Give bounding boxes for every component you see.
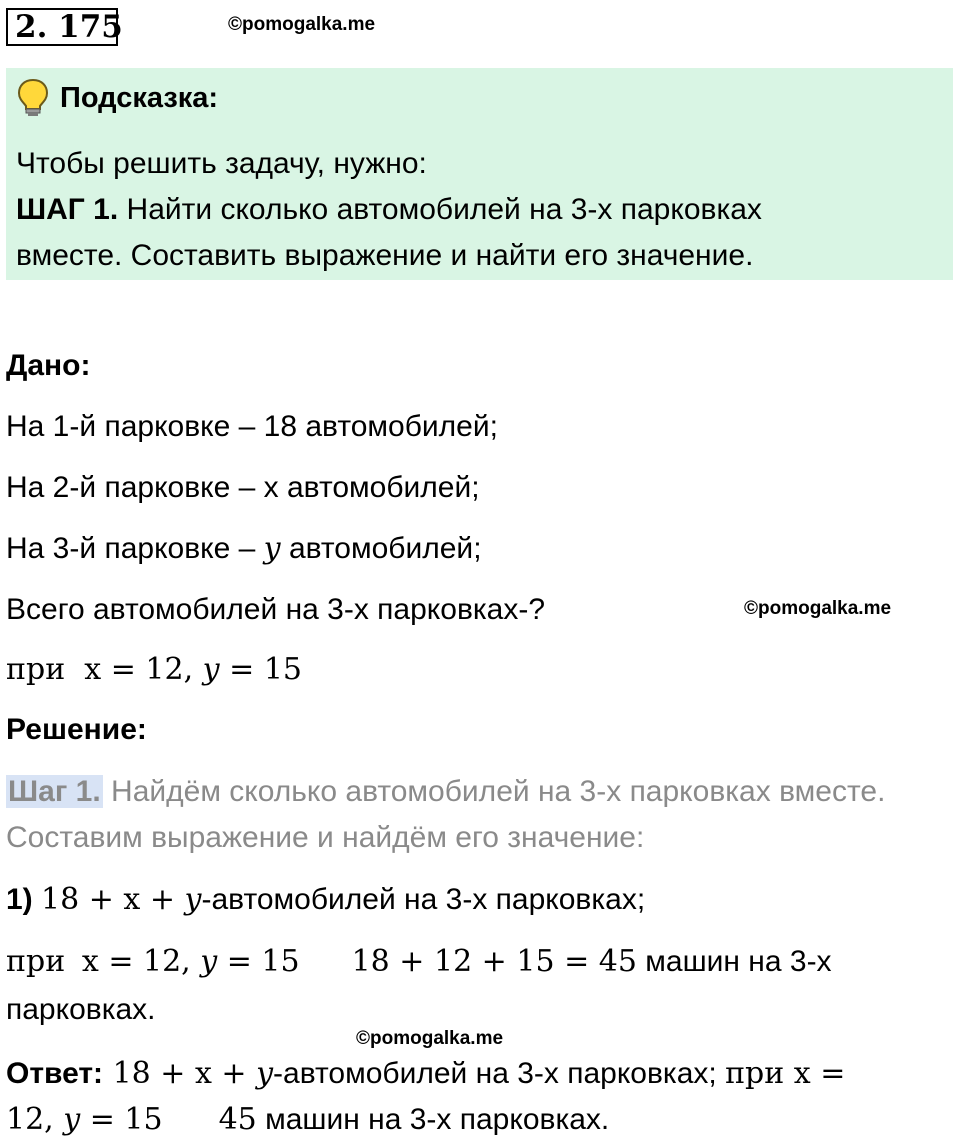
solution-cond-var: y: [200, 944, 218, 979]
given-line-1: На 1-й парковке – 18 автомобилей;: [6, 410, 498, 443]
given-line-3-var: y: [263, 531, 281, 566]
answer-expr-var: y: [256, 1056, 274, 1091]
solution-item-label: 1): [6, 883, 42, 916]
given-condition-math: х = 12,: [84, 652, 203, 687]
answer-label: Ответ:: [6, 1057, 104, 1090]
answer-line2-end: = 15: [80, 1102, 163, 1137]
given-condition-word: при: [6, 652, 66, 687]
solution-calc-text-2: парковках.: [6, 993, 156, 1026]
given-line-3-prefix: На 3-й парковке –: [6, 532, 264, 565]
hint-step-text-2: вместе. Составить выражение и найти его значение.: [16, 239, 754, 272]
hint-title: Подсказка:: [60, 82, 219, 114]
watermark-top: ©pomogalka.me: [228, 14, 376, 35]
solution-expr-var: y: [184, 882, 202, 917]
solution-expr-math: 18 + х +: [41, 882, 185, 917]
solution-expr-text: -автомобилей на 3-х парковках;: [201, 883, 646, 916]
answer-expr-text: -автомобилей на 3-х парковках;: [273, 1057, 726, 1090]
hint-intro: Чтобы решить задачу, нужно:: [16, 147, 427, 180]
solution-step-text: Найдём сколько автомобилей на 3-х парковках вместе.: [102, 775, 886, 808]
answer-cond-math: х =: [784, 1056, 846, 1091]
answer-line-2: [6, 1102, 609, 1138]
hint-step-label: ШАГ 1.: [16, 193, 119, 226]
answer-line2-var: y: [63, 1102, 81, 1137]
solution-calc: 18 + 12 + 15 = 45: [351, 944, 637, 979]
given-line-3-suffix: автомобилей;: [280, 532, 482, 565]
watermark-middle: ©pomogalka.me: [744, 598, 892, 619]
answer-line-1: [6, 1056, 845, 1092]
solution-calc-text: машин на 3-х: [636, 945, 832, 978]
solution-cond-math: х = 12,: [81, 944, 201, 979]
solution-step-label: Шаг 1.: [8, 775, 101, 808]
given-condition: [6, 652, 302, 688]
solution-title: Решение:: [6, 713, 147, 746]
given-condition-var: y: [202, 652, 220, 687]
given-line-3: [6, 531, 482, 567]
solution-calc-line: [6, 944, 832, 980]
answer-cond-word: при: [725, 1056, 785, 1091]
given-line-4: Всего автомобилей на 3-х парковках-?: [6, 593, 546, 626]
solution-item-1: [6, 882, 645, 918]
watermark-bottom: ©pomogalka.me: [356, 1028, 504, 1049]
solution-cond-word: при: [6, 944, 66, 979]
answer-line2-text: машин на 3-х парковках.: [256, 1103, 610, 1136]
task-number: 2. 175: [6, 8, 118, 46]
given-title: Дано:: [6, 349, 91, 382]
solution-cond-end: = 15: [217, 944, 300, 979]
answer-expr-math: 18 + х +: [103, 1056, 257, 1091]
given-condition-end: = 15: [219, 652, 302, 687]
solution-step-text-2: Составим выражение и найдём его значение:: [6, 821, 645, 854]
answer-line2-value: 45: [218, 1102, 257, 1137]
hint-step-line: [16, 192, 762, 228]
answer-line2-math: 12,: [6, 1102, 64, 1137]
given-line-2: На 2-й парковке – х автомобилей;: [6, 471, 480, 504]
lightbulb-icon: [16, 78, 50, 118]
hint-step-text: Найти сколько автомобилей на 3-х парковках: [118, 193, 762, 226]
solution-step-line: [6, 774, 885, 810]
